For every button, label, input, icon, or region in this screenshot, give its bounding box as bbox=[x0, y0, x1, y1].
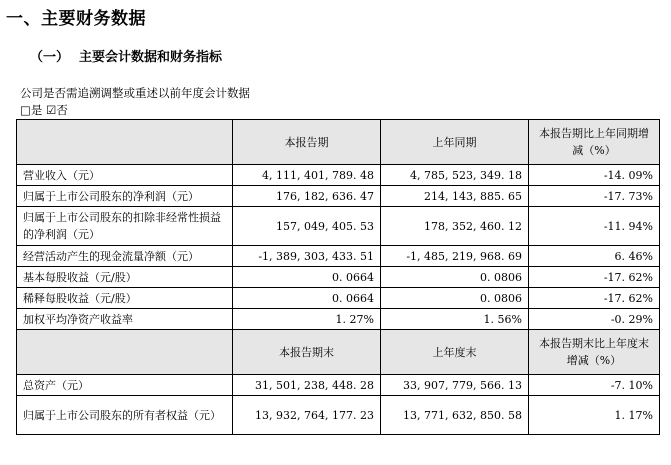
header-cell-blank bbox=[17, 120, 233, 165]
header-current-period: 本报告期 bbox=[233, 120, 381, 165]
current-value: 1. 27% bbox=[233, 309, 381, 330]
current-value: 0. 0664 bbox=[233, 267, 381, 288]
change-value: -7. 10% bbox=[529, 375, 660, 396]
row-label: 经营活动产生的现金流量净额（元） bbox=[17, 246, 233, 267]
change-value: 6. 46% bbox=[529, 246, 660, 267]
row-label: 归属于上市公司股东的扣除非经常性损益的净利润（元） bbox=[17, 207, 233, 246]
restatement-question: 公司是否需追溯调整或重述以前年度会计数据 bbox=[20, 86, 250, 100]
subsection-number: （一） bbox=[30, 50, 70, 65]
prior-value: -1, 485, 219, 968. 69 bbox=[381, 246, 529, 267]
row-label: 稀释每股收益（元/股） bbox=[17, 288, 233, 309]
table-row bbox=[17, 186, 660, 207]
table-row bbox=[17, 309, 660, 330]
table-row bbox=[17, 288, 660, 309]
row-label: 总资产（元） bbox=[17, 375, 233, 396]
restatement-answer: □是 ☑否 bbox=[20, 103, 68, 117]
prior-value: 4, 785, 523, 349. 18 bbox=[381, 165, 529, 186]
table-row bbox=[17, 207, 660, 246]
table-row bbox=[17, 165, 660, 186]
row-label: 营业收入（元） bbox=[17, 165, 233, 186]
change-value: 1. 17% bbox=[529, 396, 660, 435]
change-value: -0. 29% bbox=[529, 309, 660, 330]
change-value: -14. 09% bbox=[529, 165, 660, 186]
subsection-heading bbox=[30, 46, 222, 65]
table-row bbox=[17, 267, 660, 288]
prior-value: 0. 0806 bbox=[381, 288, 529, 309]
header-change-pct: 本报告期比上年同期增减（%） bbox=[529, 120, 660, 165]
current-value: 31, 501, 238, 448. 28 bbox=[233, 375, 381, 396]
table-row bbox=[17, 375, 660, 396]
financial-data-table bbox=[16, 119, 660, 435]
current-value: 4, 111, 401, 789. 48 bbox=[233, 165, 381, 186]
change-value: -11. 94% bbox=[529, 207, 660, 246]
prior-value: 0. 0806 bbox=[381, 267, 529, 288]
prior-value: 178, 352, 460. 12 bbox=[381, 207, 529, 246]
header-cell-blank bbox=[17, 330, 233, 375]
section-heading: 一、主要财务数据 bbox=[6, 9, 146, 29]
prior-value: 214, 143, 885. 65 bbox=[381, 186, 529, 207]
row-label: 基本每股收益（元/股） bbox=[17, 267, 233, 288]
prior-value: 13, 771, 632, 850. 58 bbox=[381, 396, 529, 435]
current-value: 13, 932, 764, 177. 23 bbox=[233, 396, 381, 435]
current-value: -1, 389, 303, 433. 51 bbox=[233, 246, 381, 267]
header-change-pct: 本报告期末比上年度末增减（%） bbox=[529, 330, 660, 375]
row-label: 归属于上市公司股东的净利润（元） bbox=[17, 186, 233, 207]
subsection-title: 主要会计数据和财务指标 bbox=[79, 50, 223, 65]
table-header-row bbox=[17, 330, 660, 375]
change-value: -17. 73% bbox=[529, 186, 660, 207]
header-prior-year-end: 上年度末 bbox=[381, 330, 529, 375]
row-label: 归属于上市公司股东的所有者权益（元） bbox=[17, 396, 233, 435]
prior-value: 1. 56% bbox=[381, 309, 529, 330]
current-value: 157, 049, 405. 53 bbox=[233, 207, 381, 246]
prior-value: 33, 907, 779, 566. 13 bbox=[381, 375, 529, 396]
table-row bbox=[17, 396, 660, 435]
change-value: -17. 62% bbox=[529, 288, 660, 309]
row-label: 加权平均净资产收益率 bbox=[17, 309, 233, 330]
table-header-row bbox=[17, 120, 660, 165]
header-prior-period: 上年同期 bbox=[381, 120, 529, 165]
current-value: 176, 182, 636. 47 bbox=[233, 186, 381, 207]
change-value: -17. 62% bbox=[529, 267, 660, 288]
header-period-end: 本报告期末 bbox=[233, 330, 381, 375]
table-row bbox=[17, 246, 660, 267]
current-value: 0. 0664 bbox=[233, 288, 381, 309]
